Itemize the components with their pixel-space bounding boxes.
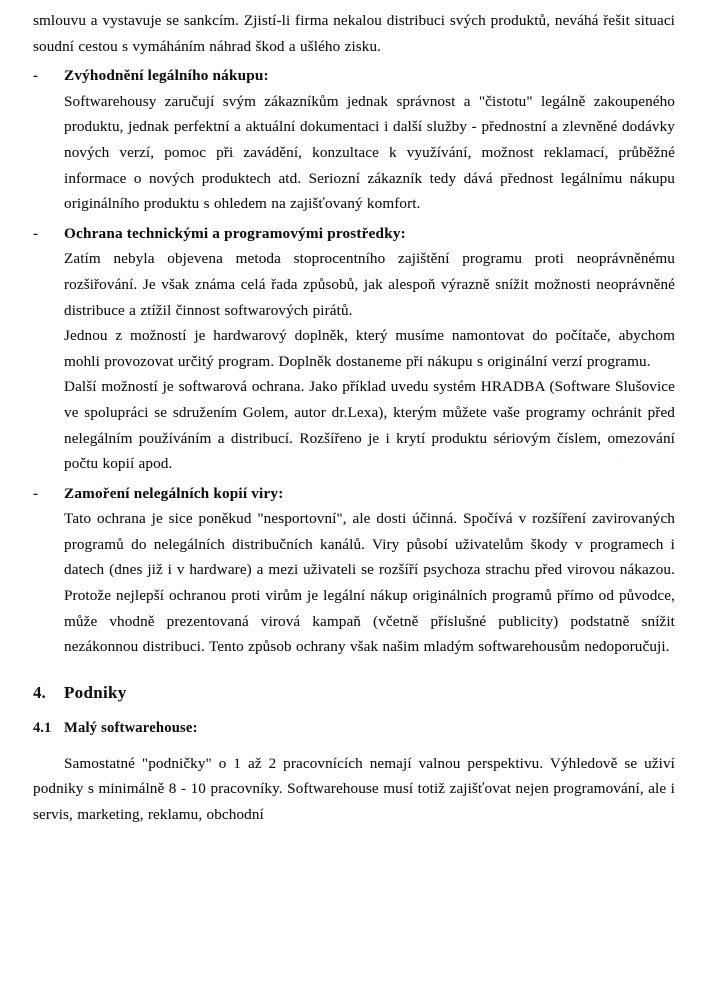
spacer: [33, 660, 675, 680]
bullet-paragraph: Zatím nebyla objevena metoda stoprocentního zajištění programu proti neoprávněnému rozšiřování. Je však známa celá řada způsobů, jak alespoň výrazně snížit možnosti neoprávněné distribuce a ztížil činnost softwarových pirátů.: [64, 250, 675, 319]
subsection-number: 4.1: [33, 719, 52, 736]
section-title: Podniky: [64, 682, 127, 702]
bullet-marker: -: [33, 484, 39, 502]
subsection-title: Malý softwarehouse:: [64, 719, 198, 736]
page-content: [33, 8, 675, 828]
spacer: [33, 741, 675, 751]
section-heading: [33, 680, 675, 706]
bullet-paragraph: Další možností je softwarová ochrana. Jako příklad uvedu systém HRADBA (Software Slušovice ve spolupráci se sdružením Golem, autor dr.Lexa), kterým můžete vaše programy ochránit před nelegálním používáním a distribucí. Rozšířeno je i krytí produktu sériovým číslem, omezování počtu kopií apod.: [64, 378, 675, 473]
bullet-item: [33, 63, 675, 89]
bullet-marker: -: [33, 67, 39, 85]
bullet-paragraph: Tato ochrana je sice poněkud "nesportovní", ale dosti účinná. Spočívá v rozšíření zavirovaných programů do nelegálních distribučních kanálů. Viry působí uživatelům škody v programech i datech (dnes již i v hardware) a mezi uživateli se rozšíří psychoza strachu před virovou nákazou. Protože nejlepší ochranou proti virům je legální nákup originálních programů přímo od původce, může vhodně prezentovaná virová kampaň (včetně příslušné publicity) podstatně snížit nezákonnou distribuci. Tento způsob ochrany však našim mladým softwarehousům nedoporučuji.: [64, 510, 675, 656]
bullet-item: [33, 481, 675, 507]
subsection-heading: [33, 716, 675, 741]
spacer: [33, 477, 675, 480]
bullet-paragraph: Jednou z možností je hardwarový doplněk, který musíme namontovat do počítače, abychom mohli provozovat určitý program. Doplněk dostaneme při nákupu s originální verzí programu.: [64, 327, 675, 370]
bullet-heading: Ochrana technickými a programovými prostředky:: [64, 224, 406, 242]
bullet-heading: Zvýhodnění legálního nákupu:: [64, 67, 269, 85]
spacer: [33, 706, 675, 716]
spacer: [33, 217, 675, 220]
bullet-item: [33, 221, 675, 247]
subsection-paragraph: Samostatné "podničky" o 1 až 2 pracovnících nemají valnou perspektivu. Výhledově se uživí podniky s minimálně 8 - 10 pracovníky. Softwarehouse musí totiž zajišťovat nejen programování, ale i servis, marketing, reklamu, obchodní: [33, 754, 675, 824]
bullet-heading: Zamoření nelegálních kopií viry:: [64, 484, 284, 502]
section-number: 4.: [33, 682, 46, 702]
bullet-marker: -: [33, 224, 39, 242]
intro-paragraph: smlouvu a vystavuje se sankcím. Zjistí-li firma nekalou distribuci svých produktů, neváhá řešit situaci soudní cestou s vymáháním náhrad škod a ušlého zisku.: [33, 12, 675, 55]
spacer: [33, 59, 675, 62]
bullet-paragraph: Softwarehousy zaručují svým zákazníkům jednak správnost a "čistotu" legálně zakoupeného produktu, jednak perfektní a aktuální dokumentaci i další služby - přednostní a zlevněné dodávky nových verzí, pomoc při zavádění, konzultace k využívání, možnost reklamací, průběžné informace o nových produktech atd. Seriozní zákazník tedy dává přednost legálnímu nákupu originálního produktu s ohledem na zajišťovaný komfort.: [64, 92, 675, 213]
